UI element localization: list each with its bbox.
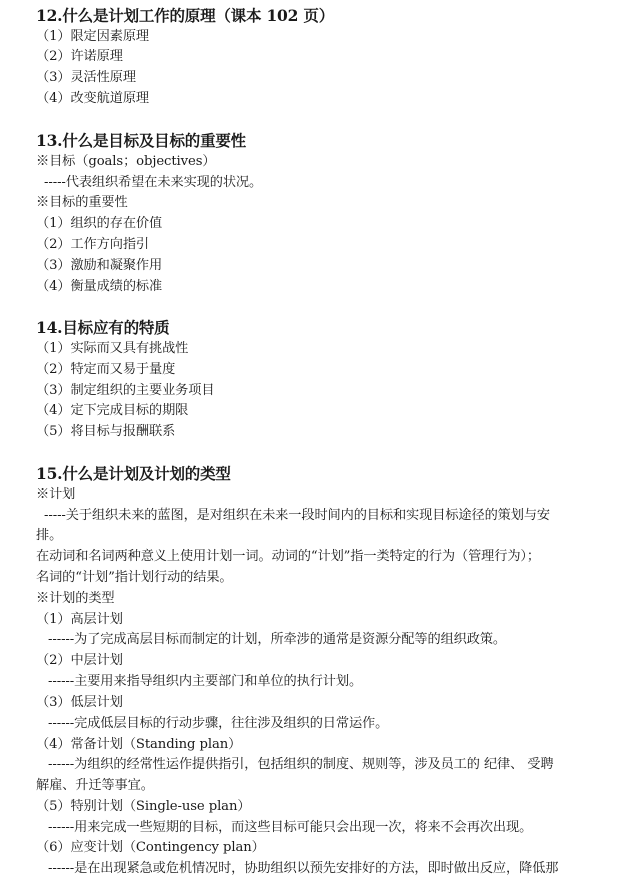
- text-line: ※计划的类型: [36, 591, 115, 606]
- text-line: ------主要用来指导组织内主要部门和单位的执行计划。: [48, 674, 363, 689]
- text-line: 排。: [36, 528, 63, 543]
- list-item: （2）工作方向指引: [36, 237, 149, 252]
- text-line: ※计划: [36, 487, 76, 502]
- list-item: （5）特别计划（Single-use plan）: [36, 799, 251, 814]
- heading-12: 12.什么是计划工作的原理（课本 102 页）: [36, 6, 335, 25]
- list-item: （2）特定而又易于量度: [36, 362, 176, 377]
- heading-13: 13.什么是目标及目标的重要性: [36, 131, 246, 150]
- text-line: 在动词和名词两种意义上使用计划一词。动词的“计划”指一类特定的行为（管理行为）；: [36, 549, 541, 564]
- text-line: -----关于组织未来的蓝图，是对组织在未来一段时间内的目标和实现目标途径的策划与安: [44, 508, 551, 523]
- list-item: （1）高层计划: [36, 612, 123, 627]
- list-item: （4）常备计划（Standing plan）: [36, 737, 242, 752]
- text-line: ※目标的重要性: [36, 195, 128, 210]
- list-item: （2）许诺原理: [36, 49, 123, 64]
- list-item: （4）衡量成绩的标准: [36, 279, 163, 294]
- text-line: 解雇、升迁等事宜。: [36, 778, 154, 793]
- list-item: （1）实际而又具有挑战性: [36, 341, 189, 356]
- heading-14: 14.目标应有的特质: [36, 318, 170, 337]
- heading-15: 15.什么是计划及计划的类型: [36, 464, 231, 483]
- text-line: ------为了完成高层目标而制定的计划，所牵涉的通常是资源分配等的组织政策。: [48, 632, 507, 647]
- list-item: （5）将目标与报酬联系: [36, 424, 176, 439]
- list-item: （4）定下完成目标的期限: [36, 403, 189, 418]
- list-item: （1）组织的存在价值: [36, 216, 163, 231]
- list-item: （2）中层计划: [36, 653, 123, 668]
- text-line: 名词的“计划”指计划行动的结果。: [36, 570, 233, 585]
- list-item: （3）灵活性原理: [36, 70, 136, 85]
- list-item: （3）激励和凝聚作用: [36, 258, 163, 273]
- list-item: （1）限定因素原理: [36, 29, 149, 44]
- list-item: （6）应变计划（Contingency plan）: [36, 840, 265, 855]
- list-item: （3）低层计划: [36, 695, 123, 710]
- text-line: ------完成低层目标的行动步骤，往往涉及组织的日常运作。: [48, 716, 389, 731]
- text-line: ------为组织的经常性运作提供指引，包括组织的制度、规则等，涉及员工的 纪律、 受聘: [48, 757, 554, 772]
- text-line: ------用来完成一些短期的目标，而这些目标可能只会出现一次，将来不会再次出现。: [48, 820, 533, 835]
- list-item: （3）制定组织的主要业务项目: [36, 383, 215, 398]
- text-line: ※目标（goals；objectives）: [36, 154, 216, 169]
- list-item: （4）改变航道原理: [36, 91, 149, 106]
- text-line: ------是在出现紧急或危机情况时，协助组织以预先安排好的方法，即时做出反应，降低那: [48, 861, 559, 876]
- text-line: -----代表组织希望在未来实现的状况。: [44, 175, 263, 190]
